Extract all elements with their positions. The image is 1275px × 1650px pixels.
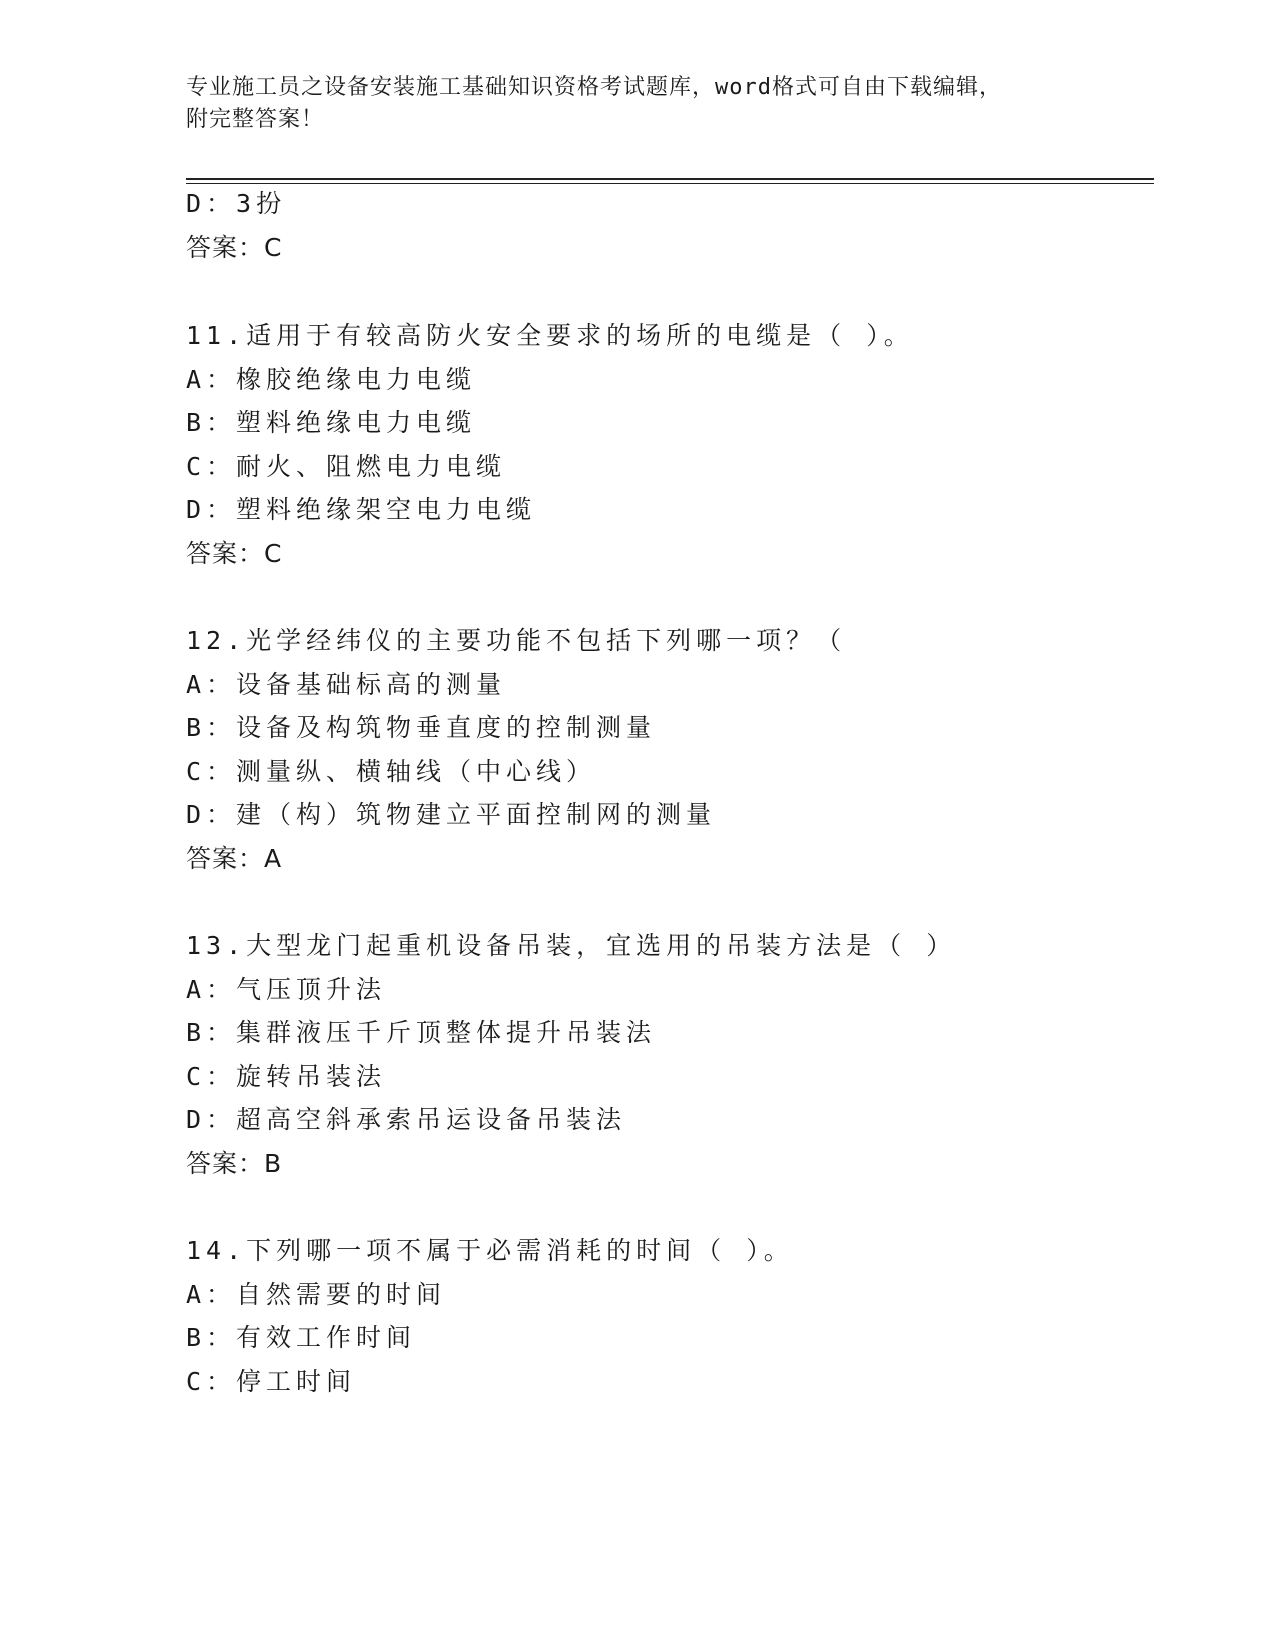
header-divider-thin — [186, 183, 1154, 184]
question-14-option-b: B：有效工作时间 — [186, 1323, 417, 1352]
header-divider-thick — [186, 178, 1154, 180]
question-12-answer: 答案：A — [186, 844, 283, 873]
question-11-option-d: D：塑料绝缘架空电力电缆 — [186, 495, 537, 524]
header-line-2: 附完整答案！ — [186, 107, 325, 132]
question-11-option-a: A：橡胶绝缘电力电缆 — [186, 365, 477, 394]
question-12-stem: 12.光学经纬仪的主要功能不包括下列哪一项？（ — [186, 626, 847, 655]
question-14-stem: 14.下列哪一项不属于必需消耗的时间（ ）。 — [186, 1236, 794, 1265]
prev-answer: 答案：C — [186, 233, 283, 262]
question-13-option-d: D：超高空斜承索吊运设备吊装法 — [186, 1105, 627, 1134]
question-11-option-b: B：塑料绝缘电力电缆 — [186, 408, 477, 437]
header-line-1: 专业施工员之设备安装施工基础知识资格考试题库，word格式可自由下载编辑， — [186, 75, 1002, 100]
question-11-answer: 答案：C — [186, 539, 283, 568]
question-12-option-d: D：建（构）筑物建立平面控制网的测量 — [186, 800, 717, 829]
question-13-option-c: C：旋转吊装法 — [186, 1062, 387, 1091]
question-11-option-c: C：耐火、阻燃电力电缆 — [186, 452, 507, 481]
document-header — [186, 72, 1086, 136]
question-12-option-c: C：测量纵、横轴线（中心线） — [186, 757, 597, 786]
question-12-option-b: B：设备及构筑物垂直度的控制测量 — [186, 713, 657, 742]
question-13-stem: 13.大型龙门起重机设备吊装，宜选用的吊装方法是（ ） — [186, 931, 957, 960]
question-12-option-a: A：设备基础标高的测量 — [186, 670, 507, 699]
question-14-option-a: A：自然需要的时间 — [186, 1280, 447, 1309]
question-13-option-a: A：气压顶升法 — [186, 975, 387, 1004]
question-13-answer: 答案：B — [186, 1149, 283, 1178]
question-13-option-b: B：集群液压千斤顶整体提升吊装法 — [186, 1018, 657, 1047]
prev-option-d: D：3扮 — [186, 189, 287, 218]
question-14-option-c: C：停工时间 — [186, 1367, 357, 1396]
question-11-stem: 11.适用于有较高防火安全要求的场所的电缆是（ ）。 — [186, 321, 914, 350]
